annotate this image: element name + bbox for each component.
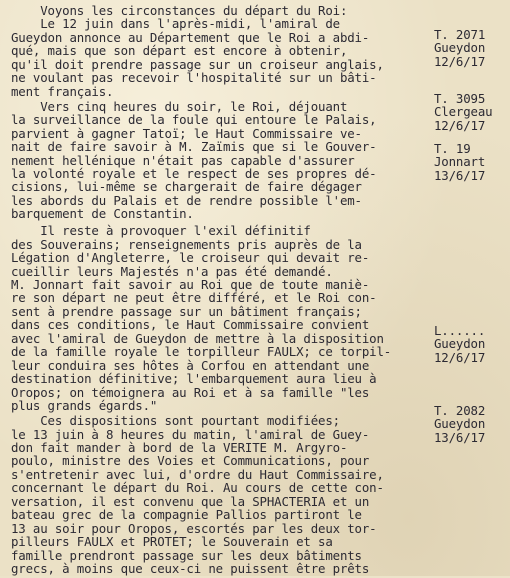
text-line: barquement de Constantin. [11, 206, 194, 222]
text-line: qué, mais que son départ est encore à obtenir, [11, 43, 348, 59]
text-line: ment français. [11, 83, 114, 99]
margin-reference-date: 12/6/17 [434, 53, 486, 69]
text-line: pilleurs FAULX et PROTET; le Souverain et sa [11, 534, 333, 550]
text-line: le 13 juin à 8 heures du matin, l'amiral de Guey- [11, 426, 370, 442]
text-line: la volonté royale et le respect de ses propres dé- [11, 166, 377, 182]
margin-reference [434, 142, 508, 182]
margin-reference-date: 12/6/17 [434, 349, 486, 365]
margin-reference-number: T. 2071 [434, 27, 486, 42]
text-line: qu'il doit prendre passage sur un croiseur anglais, [11, 56, 384, 72]
text-line: Le 12 juin dans l'après-midi, l'amiral de [11, 16, 340, 32]
text-line: concernant le départ du Roi. Au cours de cette con- [11, 480, 384, 496]
margin-reference-sender: Clergeau [434, 104, 493, 120]
margin-reference-date: 13/6/17 [434, 429, 486, 445]
text-line: 13 au soir pour Oropos, escortés par les deux tor- [11, 520, 377, 536]
text-line: leur conduira ses hôtes à Corfou en attendant une [11, 357, 370, 373]
text-line: nait de faire savoir à M. Zaïmis que si le Gouver- [11, 139, 377, 155]
margin-reference [434, 28, 508, 68]
text-line: la surveillance de la foule qui entoure le Palais, [11, 112, 377, 128]
margin-reference [434, 92, 508, 132]
text-line: Ces dispositions sont pourtant modifiées; [11, 413, 340, 429]
text-line: cisions, lui-même se chargerait de faire dégager [11, 179, 362, 195]
text-line: ne voulant pas recevoir l'hospitalité sur un bâti- [11, 70, 377, 86]
text-line: avec l'amiral de Gueydon de mettre à la disposition [11, 330, 384, 346]
text-line: Gueydon annonce au Département que le Roi a abdi- [11, 29, 370, 45]
margin-reference-date: 12/6/17 [434, 117, 486, 133]
margin-reference-sender: Jonnart [434, 154, 486, 170]
text-line: des Souverains; renseignements pris auprès de la [11, 236, 362, 252]
text-line: bateau grec de la compagnie Pallios partiront le [11, 507, 362, 523]
text-line: Oropos; on témoignera au Roi et à sa famille "les [11, 384, 370, 400]
text-line: destination définitive; l'embarquement aura lieu à [11, 371, 377, 387]
text-line: parvient à gagner Tatoï; le Haut Commissaire ve- [11, 125, 362, 141]
text-line: don fait mander à bord de la VERITE M. Argyro- [11, 439, 348, 455]
text-line: versation, il est convenu que la SPHACTERIA et un [11, 493, 370, 509]
margin-reference-number: T. 2082 [434, 403, 486, 418]
text-line: Voyons les circonstances du départ du Roi: [11, 3, 348, 18]
text-line: de la famille royale le torpilleur FAULX; ce torpil- [11, 344, 392, 360]
margin-reference-sender: Gueydon [434, 416, 486, 432]
text-line: cueillir leurs Majestés n'a pas été demandé. [11, 263, 333, 279]
text-line: s'entretenir avec lui, d'ordre du Haut Commissaire, [11, 466, 384, 482]
text-line: Vers cinq heures du soir, le Roi, déjouant [11, 98, 348, 114]
text-line: nement hellénique n'était pas capable d'assurer [11, 152, 355, 168]
text-line: sent à prendre passage sur un bâtiment français; [11, 303, 362, 319]
text-line: plus grands égards." [11, 397, 158, 413]
text-line: les abords du Palais et de rendre possible l'em- [11, 192, 362, 208]
text-line: poulo, ministre des Voies et Communications, pour [11, 453, 370, 469]
margin-reference-sender: Gueydon [434, 40, 486, 56]
margin-reference-date: 13/6/17 [434, 167, 486, 183]
margin-reference-sender: Gueydon [434, 336, 486, 352]
text-line: M. Jonnart fait savoir au Roi que de toute maniè- [11, 276, 370, 292]
margin-reference [434, 324, 508, 364]
text-line: dans ces conditions, le Haut Commissaire convient [11, 317, 370, 333]
margin-reference [434, 404, 508, 444]
text-line: re son départ ne peut être différé, et le Roi con- [11, 290, 377, 306]
margin-reference-number: T. 3095 [434, 91, 486, 106]
text-line: grecs, à moins que ceux-ci ne puissent être prêts [11, 561, 370, 576]
margin-reference-number: L...... [434, 323, 486, 338]
text-line: Il reste à provoquer l'exil définitif [11, 223, 311, 239]
margin-reference-number: T. 19 [434, 141, 471, 156]
text-line: famille prendront passage sur les deux bâtiments [11, 547, 362, 563]
text-line: Légation d'Angleterre, le croiseur qui devait re- [11, 250, 370, 266]
